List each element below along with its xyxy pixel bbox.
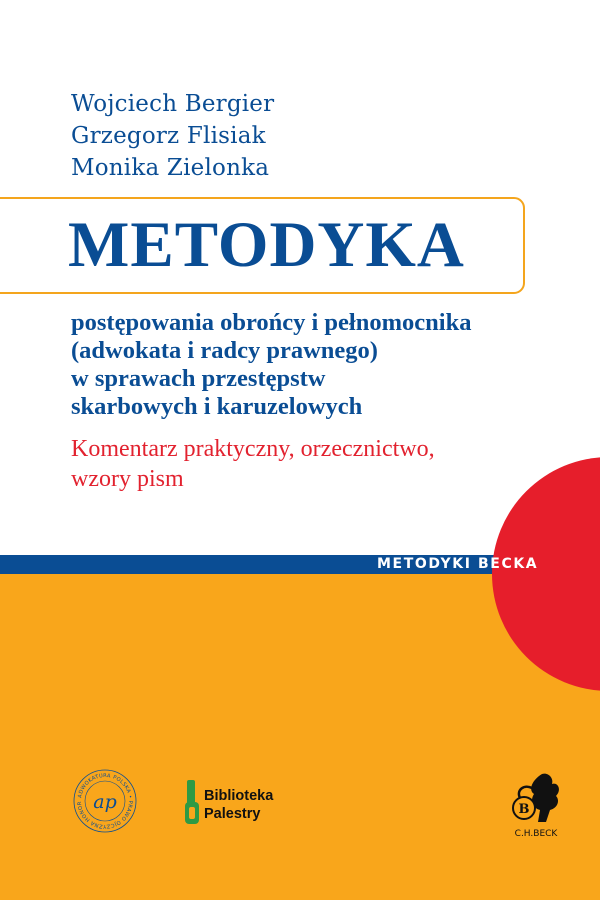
adwokatura-polska-logo xyxy=(72,768,138,838)
svg-text:Biblioteka: Biblioteka xyxy=(204,788,274,804)
author-name: Monika Zielonka xyxy=(71,155,270,181)
svg-text:ADWOKATURA POLSKA • PRAWO OJCZ: ADWOKATURA POLSKA • PRAWO OJCZYZNA HONOR xyxy=(76,772,134,830)
description-line: Komentarz praktyczny, orzecznictwo, xyxy=(71,436,435,462)
griffin-icon xyxy=(502,770,570,840)
subtitle-line: postępowania obrońcy i pełnomocnika xyxy=(71,309,472,336)
subtitle-line: (adwokata i radcy prawnego) xyxy=(71,337,378,364)
book-subtitle xyxy=(71,309,471,421)
svg-text:ap: ap xyxy=(93,791,117,813)
svg-text:B: B xyxy=(518,802,530,817)
description-line: wzory pism xyxy=(71,466,184,492)
svg-text:C.H.BECK: C.H.BECK xyxy=(514,829,558,839)
svg-text:Palestry: Palestry xyxy=(204,806,261,822)
adwokatura-seal-icon xyxy=(72,768,138,834)
author-name: Wojciech Bergier xyxy=(71,91,275,117)
subtitle-line: skarbowych i karuzelowych xyxy=(71,393,363,420)
author-list xyxy=(71,88,274,184)
book-title: METODYKA xyxy=(68,209,465,281)
biblioteka-palestry-logo xyxy=(184,776,274,836)
biblioteka-palestry-icon xyxy=(184,776,274,832)
author-name: Grzegorz Flisiak xyxy=(71,123,266,149)
ch-beck-logo xyxy=(502,770,570,844)
subtitle-line: w sprawach przestępstw xyxy=(71,365,326,392)
series-label: METODYKI BECKA xyxy=(377,556,539,572)
book-description xyxy=(71,434,435,494)
